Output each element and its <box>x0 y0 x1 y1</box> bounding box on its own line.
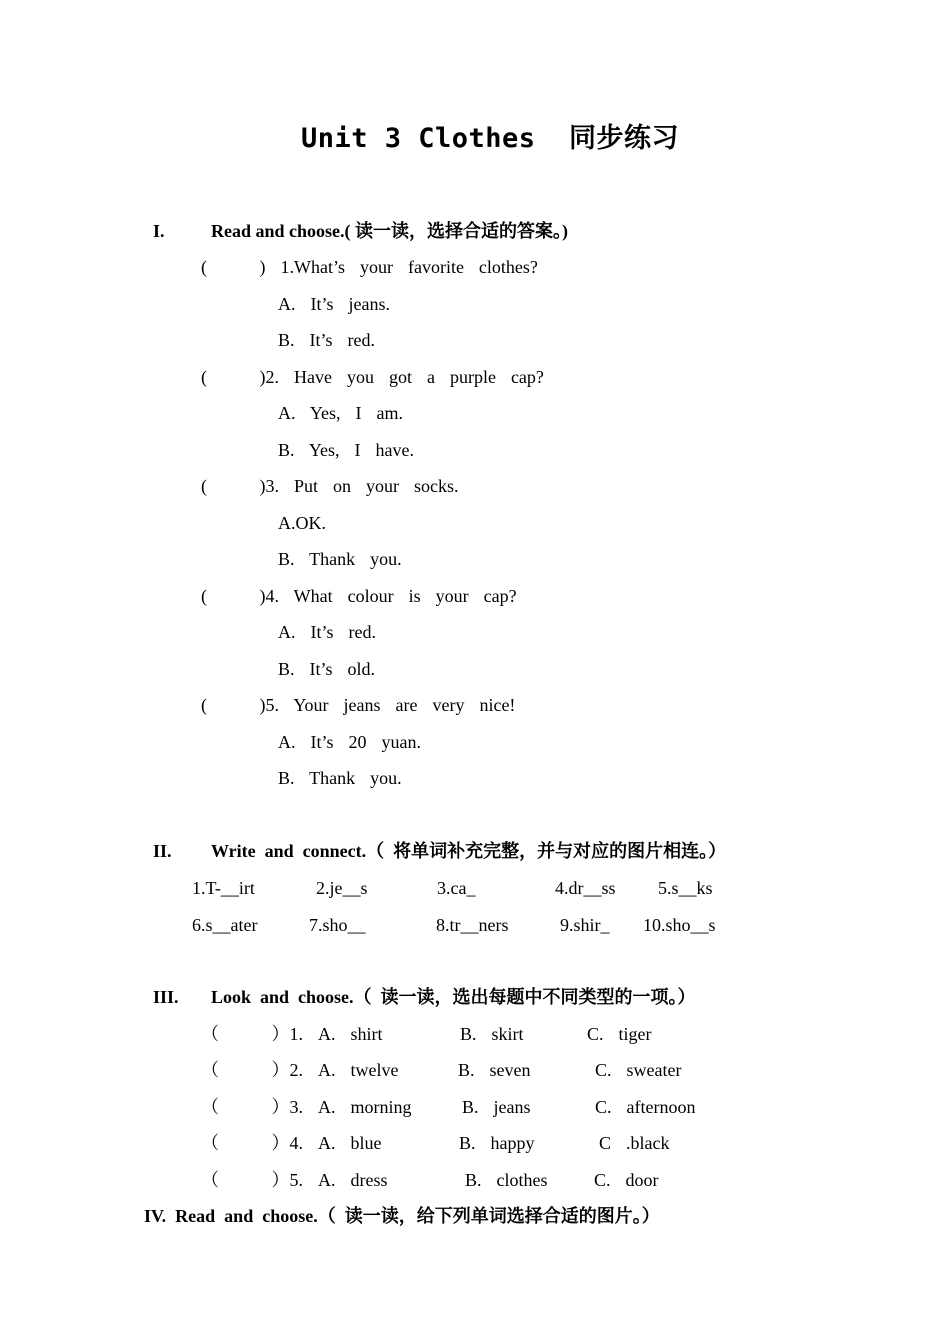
word-blank: 7.sho__ <box>309 915 366 935</box>
section-3-heading: Look and choose.（ 读一读，选出每题中不同类型的一项。） <box>211 987 696 1007</box>
question-3-stem: ( )3. Put on your socks. <box>201 476 459 496</box>
word-blank: 2.je__s <box>316 878 368 898</box>
choice-row-option-c: C. sweater <box>595 1060 682 1080</box>
choice-row-option-c: C. afternoon <box>595 1097 696 1117</box>
question-5-stem: ( )5. Your jeans are very nice! <box>201 695 516 715</box>
section-4-heading: IV. Read and choose.（ 读一读，给下列单词选择合适的图片。） <box>144 1206 660 1226</box>
question-2-option-a: A. Yes, I am. <box>278 403 404 423</box>
choice-row-option-b: B. jeans <box>462 1097 531 1117</box>
word-blank: 8.tr__ners <box>436 915 509 935</box>
word-blank: 5.s__ks <box>658 878 713 898</box>
choice-row-option-b: B. seven <box>458 1060 531 1080</box>
word-blank: 3.ca_ <box>437 878 476 898</box>
choice-row-option-c: C. door <box>594 1170 659 1190</box>
question-5-option-b: B. Thank you. <box>278 768 402 788</box>
question-4-option-a: A. It’s red. <box>278 622 376 642</box>
question-1-stem: ( ) 1.What’s your favorite clothes? <box>201 257 538 277</box>
question-3-option-a: A.OK. <box>278 513 326 533</box>
question-2-option-b: B. Yes, I have. <box>278 440 415 460</box>
question-1-option-a: A. It’s jeans. <box>278 294 390 314</box>
page-title: Unit 3 Clothes 同步练习 <box>300 123 680 154</box>
choice-row-option-a: （ ）2. A. twelve <box>201 1060 399 1080</box>
question-2-stem: ( )2. Have you got a purple cap? <box>201 367 544 387</box>
choice-row-option-b: B. skirt <box>460 1024 524 1044</box>
section-2-number: II. <box>153 841 172 861</box>
question-4-stem: ( )4. What colour is your cap? <box>201 586 517 606</box>
word-blank: 9.shir_ <box>560 915 610 935</box>
choice-row-option-a: （ ）1. A. shirt <box>201 1024 383 1044</box>
word-blank: 6.s__ater <box>192 915 258 935</box>
section-1-number: I. <box>153 221 165 241</box>
choice-row-option-b: B. clothes <box>465 1170 548 1190</box>
section-2-heading: Write and connect.（ 将单词补充完整，并与对应的图片相连。） <box>211 841 727 861</box>
choice-row-option-c: C. tiger <box>587 1024 652 1044</box>
choice-row-option-c: C .black <box>599 1133 670 1153</box>
word-blank: 10.sho__s <box>643 915 716 935</box>
section-3-number: III. <box>153 987 179 1007</box>
word-blank: 4.dr__ss <box>555 878 616 898</box>
question-1-option-b: B. It’s red. <box>278 330 375 350</box>
choice-row-option-a: （ ）4. A. blue <box>201 1133 382 1153</box>
choice-row-option-a: （ ）5. A. dress <box>201 1170 388 1190</box>
section-1-heading: Read and choose.( 读一读，选择合适的答案。) <box>211 221 569 241</box>
question-5-option-a: A. It’s 20 yuan. <box>278 732 421 752</box>
choice-row-option-a: （ ）3. A. morning <box>201 1097 412 1117</box>
word-blank: 1.T-__irt <box>192 878 255 898</box>
question-4-option-b: B. It’s old. <box>278 659 376 679</box>
choice-row-option-b: B. happy <box>459 1133 535 1153</box>
question-3-option-b: B. Thank you. <box>278 549 402 569</box>
